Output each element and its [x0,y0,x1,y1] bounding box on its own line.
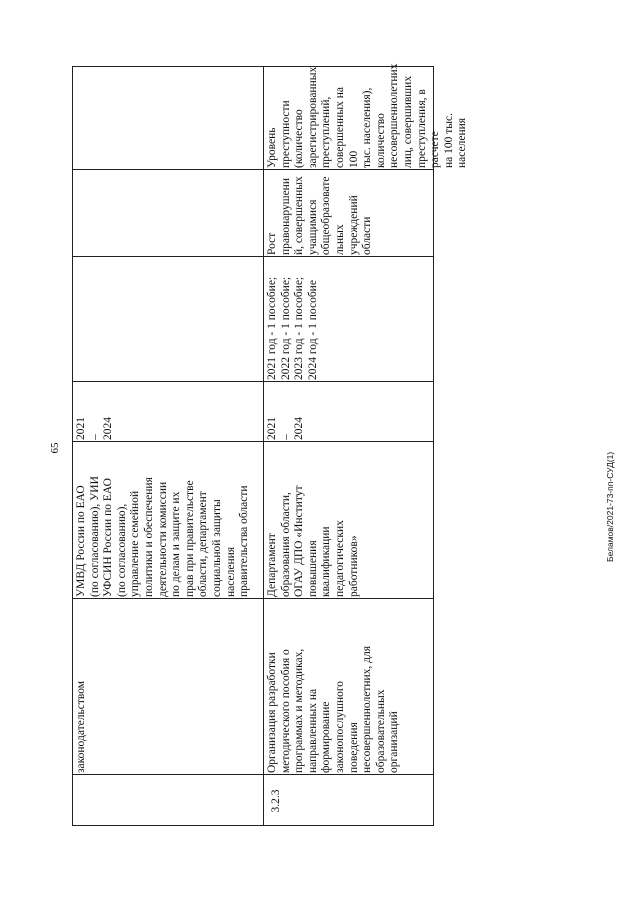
activities-table [72,63,469,826]
cell-indicator-text: Уровень преступности (количество зарегистрированных преступлений, совершенных на 100 тыс. населения), количество несовершеннолетних лиц, совершивших преступления, в расчете на 100 тыс. населения [266,63,469,168]
cell-activity-text: законодательством [75,680,87,773]
cell-activity-text: Организация разработки методического пособия о программах и методиках, направленных на формирование законопослушного поведения несовершеннолетних, для образовательных организаций [266,645,401,773]
cell-effect-text [73,170,265,258]
cell-activity [263,598,434,775]
cell-term [72,381,264,442]
cell-number [72,774,264,826]
cell-result-text: 2021 год - 1 пособие; 2022 год - 1 пособие; 2023 год - 1 пособие; 2024 год - 1 пособие [266,276,319,380]
table-row [72,66,264,826]
cell-executor-text: УМВД России по ЕАО (по согласованию), УИИ УФСИН России по ЕАО (по согласованию), управление семейной политики и обеспечения деятельности комиссии по делам и защите их прав при правительстве области, департамент социальной защиты населения правительства области [75,476,251,597]
cell-number [263,774,434,826]
cell-indicator-text [73,67,265,171]
cell-result [263,256,434,382]
table-row [263,63,469,826]
cell-executor [263,441,434,599]
cell-indicator [263,63,469,170]
cell-effect [263,169,434,257]
cell-result [72,256,264,382]
cell-activity [72,598,264,775]
document-stamp: Беламов/2021-73-пп-СУД(1) [605,451,615,562]
cell-effect-text: Рост правонарушени й, совершенных учащимися общеобразовате льных учреждений области [266,176,374,255]
cell-effect [72,169,264,257]
cell-number-text: 3.2.3 [270,789,282,813]
cell-number-text [73,775,265,827]
cell-term-text: 2021 – 2024 [75,417,115,440]
cell-executor [72,441,264,599]
cell-term-text: 2021 – 2024 [266,417,306,440]
page-number: 65 [49,442,61,454]
cell-executor-text: Департамент образования области, ОГАУ ДПО «Институт повышения квалификации педагогических работников» [266,485,360,597]
cell-term [263,381,434,442]
cell-indicator [72,66,264,170]
cell-result-text [73,257,265,383]
